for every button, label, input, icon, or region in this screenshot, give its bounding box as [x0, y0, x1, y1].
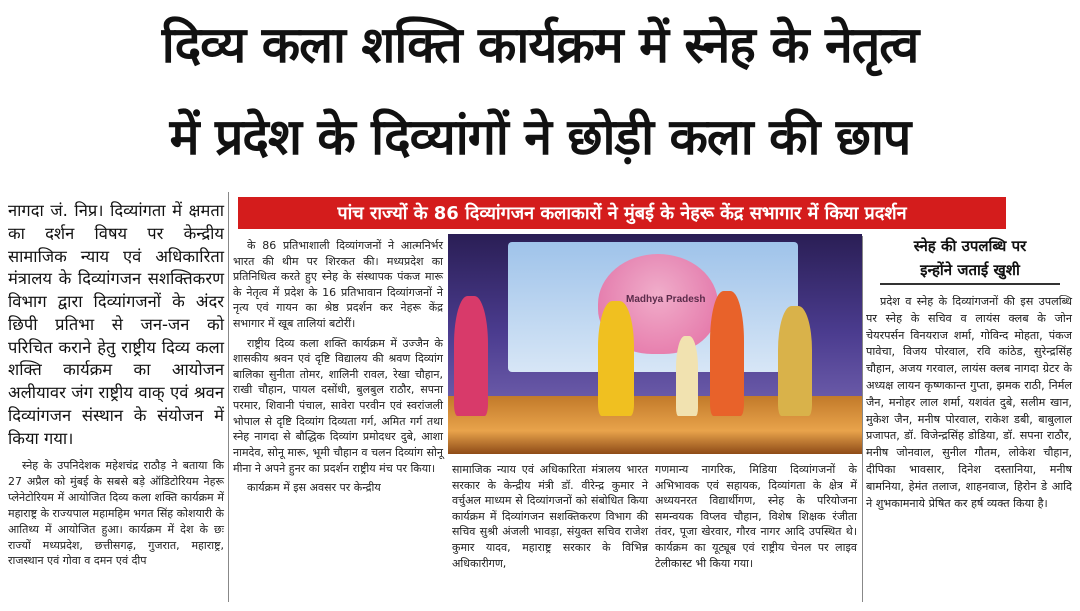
column-divider [228, 192, 229, 602]
sidebar-rule [880, 283, 1060, 285]
performer-figure [598, 301, 634, 416]
performer-figure [454, 296, 488, 416]
event-photo [448, 234, 862, 454]
column-4-text: गणमान्य नागरिक, मिडिया दिव्यांगजनों के अभिभावक एवं सहायक, दिव्यांगता के क्षेत्र में अध्ययनरत विद्यार्थीगण, स्नेह के परियोजना समन्वयक विप्लव चौहान, विशेष शिक्षक रंजीता तंवर, पूजा खेरवार, गौरव नागर आदि उपस्थित थे। कार्यक्रम का यूट्यूब एवं राष्ट्रीय चेनल पर लाइव टेलीकास्ट भी किया गया। [655, 463, 857, 570]
column-2-para-1: के 86 प्रतिभाशाली दिव्यांगजनों ने आत्मनिर्भर भारत की थीम पर शिरकत की। मध्यप्रदेश का प्रतिनिधित्व करते हुए स्नेह के संस्थापक पंकज मारू के नेतृत्व में प्रदेश के 16 प्रतिभावान दिव्यांगजनों ने नृत्य एवं गायन का श्रेष्ठ प्रदर्शन कर नेहरू केंद्र सभागार में खूब तालियां बटोरीं। [233, 239, 443, 331]
headline-line-2: में प्रदेश के दिव्यांगों ने छोड़ी कला की छाप [169, 108, 911, 166]
column-2-para-3: कार्यक्रम में इस अवसर पर केन्द्रीय [247, 481, 381, 495]
subheadline-banner: पांच राज्यों के 86 दिव्यांगजन कलाकारों ने मुंबई के नेहरू केंद्र सभागार में किया प्रदर्शन [238, 197, 1006, 229]
headline-line-1: दिव्य कला शक्ति कार्यक्रम में स्नेह के नेतृत्व [161, 16, 919, 74]
sidebar-heading-2: इन्होंने जताई खुशी [920, 261, 1020, 279]
intro-paragraph: नागदा जं. निप्र। दिव्यांगता में क्षमता का दर्शन विषय पर केन्द्रीय सामाजिक न्याय एवं अधिकारिता मंत्रालय के दिव्यांगजन सशक्तिकरण विभाग द्वारा दिव्यांगजनों के अंदर छिपी प्रतिभा से जन-जन को परिचित कराने हेतु राष्ट्रीय दिव्य कला शक्ति कार्यक्रम का आयोजन अलीयावर जंग राष्ट्रीय वाक् एवं श्रवन दिव्यांगजन संस्थान के संयोजन में किया गया। [8, 201, 224, 448]
sidebar-divider [862, 236, 863, 602]
sidebar-column [866, 294, 1072, 516]
performer-figure [676, 336, 698, 416]
performer-figure [778, 306, 812, 416]
stage-screen-text: Madhya Pradesh [626, 294, 706, 305]
column-3 [452, 462, 648, 575]
sidebar-heading-1: स्नेह की उपलब्धि पर [913, 237, 1027, 255]
column-3-text: सामाजिक न्याय एवं अधिकारिता मंत्रालय भारत सरकार के केन्द्रीय मंत्री डॉ. वीरेन्द्र कुमार ने वर्चुअल माध्यम से दिव्यांगजनों को संबोधित किया कार्यक्रम में दिव्यांगजन सशक्तिकरण विभाग की सचिव सुश्री अंजली भावड़ा, संयुक्त सचिव राजेश कुमार यादव, महाराष्ट्र सरकार के विभिन्न अधिकारीगण, [452, 463, 648, 570]
column-2 [233, 238, 443, 500]
sidebar-body: प्रदेश व स्नेह के दिव्यांगजनों की इस उपलब्धि पर स्नेह के सचिव व लायंस क्लब के जोन चेयरपर्सन विनयराज शर्मा, गोविन्द मोहता, पंकज पावेचा, विजय पोरवाल, रवि कांठेड, सुरेन्द्रसिंह चौहान, अजय गरवाल, लायंस क्लब नागदा ग्रेटर के अध्यक्ष लायन कृष्णकान्त गुप्ता, झमक राठी, निर्मल जैन, मनोहर लाल शर्मा, यशवंत दुबे, सलीम खान, मुकेश जैन, मनीष पोरवाल, राकेश डबी, बाबुलाल प्रजापत, डॉ. विजेन्द्रसिंह डोडिया, डॉ. सपना राठौर, मनीष जोनवाल, सुनील गौतम, लोकेश चौहान, दीपिका भावसार, दिनेश दस्तानिया, मनीष बामनिया, हेमंत तलाज, शाहनवाज, हिरोन डे आदि ने शुभकामनाये प्रेषित कर हर्ष व्यक्त किया है। [866, 295, 1072, 510]
column-4 [655, 462, 857, 575]
column-1-body: स्नेह के उपनिदेशक महेशचंद्र राठौड़ ने बताया कि 27 अप्रैल को मुंबई के सबसे बड़े ऑडिटोरियम नेहरू प्लेनेटोरियम में आयोजित दिव्य कला शक्ति कार्यक्रम में महाराष्ट्र के राज्यपाल महामहिम भगत सिंह कोशयारी के आतिथ्य में आयोजित हुआ। कार्यक्रम में देश के छः राज्यों मध्यप्रदेश, छत्तीसगढ़, गुजरात, महाराष्ट्र, राजस्थान एवं गोवा व दमन एवं दीप [8, 459, 224, 568]
column-2-para-2: राष्ट्रीय दिव्य कला शक्ति कार्यक्रम में उज्जैन के शासकीय श्रवन एवं दृष्टि विद्यालय की श्रवण दिव्यांग बालिका सुनीता तोमर, शालिनी रावल, रेखा चौहान, राखी चौहान, पायल दसोंधी, बुलबुल राठौर, सपना परमार, शिवानी पंचाल, सावेरा परवीन एवं स्वरांजली भोपाल से दृष्टि दिव्यांग दिव्यता गर्ग, अमित गर्ग तथा स्नेह नागदा से बौद्धिक दिव्यांग प्रमोदधर दुबे, आशा नामदेव, सोनू मारू, भूमी चौहान व चलन दिव्यांग सोनू मीना ने अपने हुनर का प्रदर्शन राष्ट्रीय मंच पर किया। [233, 336, 443, 475]
column-intro [8, 200, 224, 573]
performer-figure [710, 291, 744, 416]
